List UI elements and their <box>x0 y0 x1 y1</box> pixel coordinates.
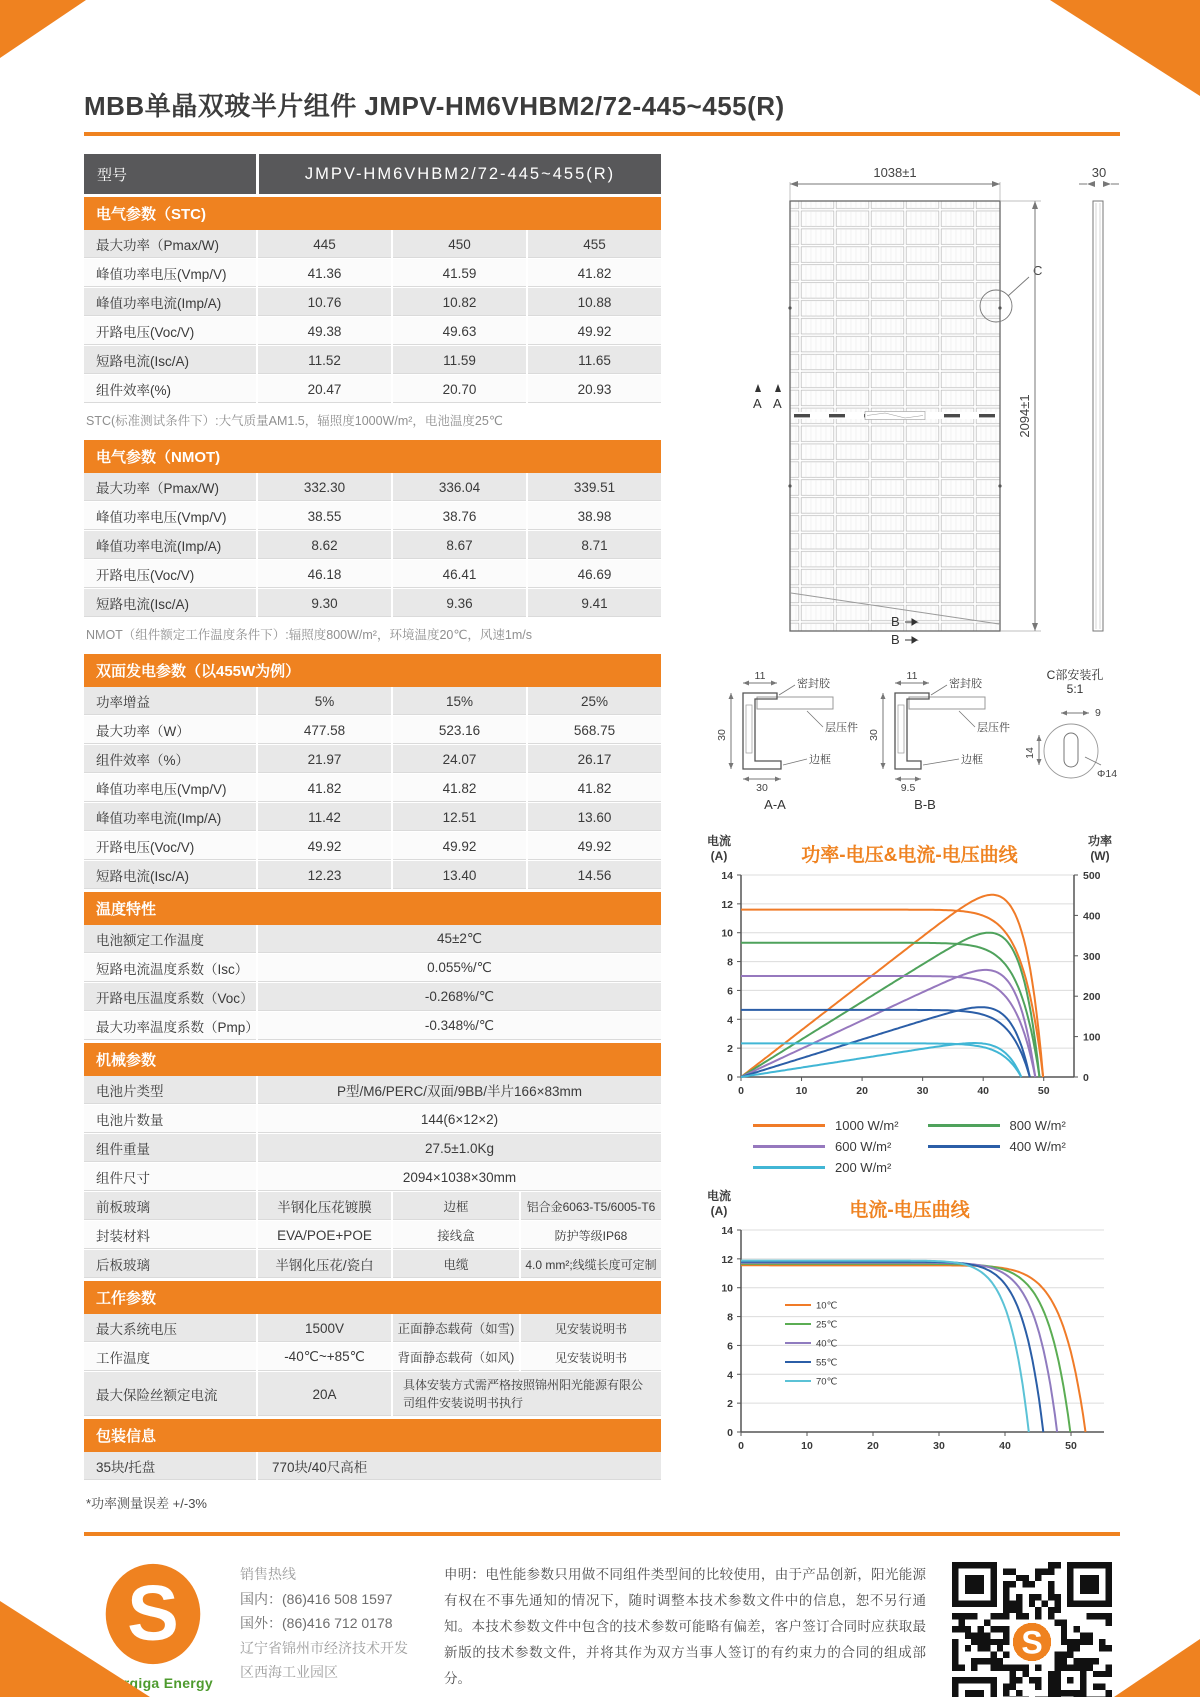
row-value: 背面静态载荷（如风) <box>391 1343 519 1371</box>
row-value: 4.0 mm²;线缆长度可定制 <box>519 1250 661 1278</box>
svg-text:55℃: 55℃ <box>816 1357 838 1369</box>
row-label: 最大系统电压 <box>96 1322 177 1337</box>
svg-text:0: 0 <box>738 1440 744 1452</box>
svg-text:11: 11 <box>906 670 918 682</box>
section-header: 机械参数 <box>84 1043 661 1076</box>
row-value: 半钢化压花镀膜 <box>256 1192 391 1220</box>
row-value: 8.62 <box>256 531 391 559</box>
row-value: 49.92 <box>256 832 391 860</box>
table-row <box>84 317 661 346</box>
row-value: 8.67 <box>391 531 526 559</box>
row-value: 450 <box>391 230 526 258</box>
legend-swatch <box>928 1124 1000 1127</box>
detail-scale: 5:1 <box>1066 682 1084 696</box>
section-header: 包装信息 <box>84 1419 661 1452</box>
row-label: 开路电压(Voc/V) <box>96 325 195 340</box>
row-label: 功率增益 <box>96 695 150 710</box>
row-label: 组件效率(%) <box>96 383 171 398</box>
row-value: 49.92 <box>391 832 526 860</box>
hotline-title: 销售热线 <box>240 1566 296 1582</box>
row-label: 工作温度 <box>96 1351 150 1366</box>
row-value: 0.055%/℃ <box>256 954 661 982</box>
chart-title: 功率-电压&电流-电压曲线 <box>801 845 1018 866</box>
row-value: -0.268%/℃ <box>256 983 661 1011</box>
model-row <box>84 154 661 194</box>
section-a-label: A <box>753 396 762 411</box>
detail-c-label: C <box>1033 263 1043 278</box>
row-value: 20A <box>256 1372 391 1416</box>
svg-text:30: 30 <box>916 1085 929 1097</box>
hole-diameter: Φ14 <box>1097 768 1118 780</box>
row-label: 短路电流(Isc/A) <box>96 597 189 612</box>
row-value: 接线盒 <box>391 1221 519 1249</box>
qr-code <box>952 1562 1120 1697</box>
svg-text:10: 10 <box>795 1085 808 1097</box>
row-value: 9.41 <box>526 589 661 617</box>
svg-text:0: 0 <box>727 1427 733 1439</box>
row-label: 最大功率温度系数（Pmp） <box>96 1020 259 1035</box>
svg-text:S: S <box>1021 1624 1043 1661</box>
row-value: 455 <box>526 230 661 258</box>
row-value: 见安装说明书 <box>519 1314 661 1342</box>
svg-text:9: 9 <box>1095 707 1101 719</box>
row-label: 开路电压(Voc/V) <box>96 568 195 583</box>
section-note: STC(标准测试条件下）:大气质量AM1.5，辐照度1000W/m²，电池温度25℃ <box>86 414 503 428</box>
width-dimension: 1038±1 <box>873 165 917 180</box>
section-b-b <box>868 670 1010 812</box>
chart-title: 电流-电压曲线 <box>849 1200 970 1221</box>
legend-swatch <box>753 1145 825 1148</box>
svg-text:0: 0 <box>738 1085 744 1097</box>
frame-label: 边框 <box>961 754 983 766</box>
row-label: 最大功率（Pmax/W) <box>96 481 219 496</box>
svg-text:200: 200 <box>1083 991 1101 1004</box>
corner-accent-top-right <box>1050 0 1200 96</box>
power-tolerance-footnote: *功率测量误差 +/-3% <box>86 1496 207 1511</box>
row-value: 38.76 <box>391 502 526 530</box>
height-dimension: 2094±1 <box>1017 394 1032 438</box>
laminate-label: 层压件 <box>825 722 858 734</box>
sealant-label: 密封胶 <box>797 678 830 690</box>
row-label: 峰值功率电压(Vmp/V) <box>96 782 227 797</box>
row-value: 25% <box>526 687 661 715</box>
row-value: 11.59 <box>391 346 526 374</box>
row-value: 电缆 <box>391 1250 519 1278</box>
row-value: 445 <box>256 230 391 258</box>
row-value: 10.82 <box>391 288 526 316</box>
row-value: -40℃~+85℃ <box>256 1343 391 1371</box>
row-value: 477.58 <box>256 716 391 744</box>
row-label: 35块/托盘 <box>96 1460 156 1475</box>
row-label: 峰值功率电流(Imp/A) <box>96 539 222 554</box>
svg-text:4: 4 <box>727 1369 733 1382</box>
row-value: 38.98 <box>526 502 661 530</box>
right-axis-label: 功率 (W) <box>1087 834 1112 863</box>
section-a2-label: A <box>773 396 782 411</box>
iv-temp-chart <box>695 1222 1124 1465</box>
detail-c-view <box>1024 667 1117 780</box>
svg-text:100: 100 <box>1083 1031 1101 1044</box>
row-label: 短路电流(Isc/A) <box>96 869 189 884</box>
left-axis-label: 电流 (A) <box>706 834 731 863</box>
section-note: NMOT（组件额定工作温度条件下）:辐照度800W/m²，环境温度20℃，风速1m/s <box>86 628 533 642</box>
thickness-dimension: 30 <box>1091 165 1107 180</box>
row-value: 正面静态载荷（如雪) <box>391 1314 519 1342</box>
legend-item: 600 W/m² <box>753 1139 920 1154</box>
corner-accent-bottom-right <box>1114 1639 1200 1697</box>
row-value: P型/M6/PERC/双面/9BB/半片166×83mm <box>256 1076 661 1104</box>
svg-text:70℃: 70℃ <box>816 1376 838 1388</box>
svg-text:500: 500 <box>1083 870 1101 882</box>
legend-item: 400 W/m² <box>928 1139 1095 1154</box>
row-value: 防护等级IP68 <box>519 1221 661 1249</box>
table-row <box>84 1372 661 1417</box>
footer <box>0 1536 1200 1697</box>
row-value: 46.18 <box>256 560 391 588</box>
row-value: 41.82 <box>256 774 391 802</box>
row-value: 332.30 <box>256 473 391 501</box>
phone-domestic: 国内：(86)416 508 1597 <box>240 1590 393 1607</box>
row-value: 770块/40尺高柜 <box>256 1452 661 1480</box>
section-a-a <box>716 670 858 812</box>
spec-tables <box>84 197 661 1481</box>
table-row <box>84 1134 661 1163</box>
table-row <box>84 230 661 259</box>
table-row <box>84 259 661 288</box>
table-row <box>84 1192 661 1221</box>
svg-text:50: 50 <box>1037 1085 1050 1097</box>
row-value: 336.04 <box>391 473 526 501</box>
row-value: 46.69 <box>526 560 661 588</box>
row-value: 49.92 <box>526 832 661 860</box>
table-row <box>84 502 661 531</box>
svg-text:30: 30 <box>716 729 728 741</box>
title-rule <box>84 132 1120 136</box>
frame-label: 边框 <box>809 754 831 766</box>
table-row <box>84 687 661 716</box>
row-value: 2094×1038×30mm <box>256 1163 661 1191</box>
row-value: 45±2℃ <box>256 925 661 953</box>
section-header: 电气参数（STC) <box>84 197 661 230</box>
svg-text:14: 14 <box>721 1225 733 1237</box>
svg-text:20: 20 <box>867 1440 879 1452</box>
row-value: 5% <box>256 687 391 715</box>
row-label: 开路电压温度系数（Voc） <box>96 991 254 1006</box>
table-row <box>84 716 661 745</box>
left-axis-label: 电流 (A) <box>706 1189 731 1218</box>
svg-text:300: 300 <box>1083 950 1101 963</box>
model-label: 型号 <box>84 154 256 194</box>
svg-text:30: 30 <box>756 782 768 794</box>
table-row <box>84 954 661 983</box>
svg-text:20: 20 <box>856 1085 868 1097</box>
section-b2-label: B <box>891 632 900 647</box>
model-value: JMPV-HM6VHBM2/72-445~455(R) <box>259 154 661 194</box>
figure-column <box>695 154 1124 1512</box>
svg-text:40: 40 <box>999 1440 1011 1452</box>
row-value: 41.59 <box>391 259 526 287</box>
module-drawing <box>695 156 1124 656</box>
svg-text:10℃: 10℃ <box>816 1300 838 1312</box>
row-value: 10.88 <box>526 288 661 316</box>
table-row <box>84 1012 661 1041</box>
row-label: 短路电流(Isc/A) <box>96 354 189 369</box>
spec-column <box>84 154 661 1512</box>
row-value: 20.93 <box>526 375 661 403</box>
svg-text:6: 6 <box>727 1340 733 1353</box>
table-row <box>84 1105 661 1134</box>
table-row <box>84 745 661 774</box>
row-label: 组件尺寸 <box>96 1171 150 1186</box>
table-row <box>84 473 661 502</box>
logo-text: Solargiga Energy <box>93 1675 213 1691</box>
svg-text:S: S <box>127 1570 179 1657</box>
svg-text:30: 30 <box>933 1440 945 1452</box>
section-a-a-caption: A-A <box>764 797 786 812</box>
table-row <box>84 1452 661 1481</box>
panel-side-view <box>1093 201 1103 631</box>
row-label: 峰值功率电流(Imp/A) <box>96 811 222 826</box>
svg-text:4: 4 <box>727 1014 733 1027</box>
table-row <box>84 589 661 618</box>
table-row <box>84 288 661 317</box>
row-value: 41.82 <box>391 774 526 802</box>
table-row <box>84 560 661 589</box>
svg-text:14: 14 <box>1024 747 1036 759</box>
legend-swatch <box>753 1166 825 1169</box>
row-label: 峰值功率电压(Vmp/V) <box>96 267 227 282</box>
table-row <box>84 925 661 954</box>
table-row <box>84 1076 661 1105</box>
svg-text:12: 12 <box>721 1253 733 1266</box>
row-value: 38.55 <box>256 502 391 530</box>
page-title: MBB单晶双玻半片组件 JMPV-HM6VHBM2/72-445~455(R) <box>84 91 785 121</box>
table-row <box>84 531 661 560</box>
legend-item: 200 W/m² <box>753 1160 920 1175</box>
table-row <box>84 803 661 832</box>
detail-title: C部安装孔 <box>1046 668 1104 682</box>
svg-text:10: 10 <box>801 1440 813 1452</box>
svg-text:8: 8 <box>727 1311 733 1324</box>
row-value: 14.56 <box>526 861 661 889</box>
row-value: 12.23 <box>256 861 391 889</box>
irradiance-legend <box>753 1118 1094 1175</box>
table-row <box>84 1250 661 1279</box>
svg-text:50: 50 <box>1065 1440 1077 1452</box>
row-value: 523.16 <box>391 716 526 744</box>
laminate-label: 层压件 <box>977 722 1010 734</box>
legend-item: 800 W/m² <box>928 1118 1095 1133</box>
row-value: 8.71 <box>526 531 661 559</box>
row-value: 见安装说明书 <box>519 1343 661 1371</box>
row-value: 41.82 <box>526 774 661 802</box>
svg-text:40℃: 40℃ <box>816 1338 838 1350</box>
section-header: 双面发电参数（以455W为例） <box>84 654 661 687</box>
section-b-b-caption: B-B <box>914 797 936 812</box>
row-label: 电池片数量 <box>96 1113 164 1128</box>
row-value: 49.38 <box>256 317 391 345</box>
row-value: 41.82 <box>526 259 661 287</box>
row-label: 峰值功率电流(Imp/A) <box>96 296 222 311</box>
table-row <box>84 983 661 1012</box>
svg-text:30: 30 <box>868 729 880 741</box>
contact-info <box>240 1562 418 1685</box>
row-label: 前板玻璃 <box>96 1200 150 1215</box>
section-header: 电气参数（NMOT) <box>84 440 661 473</box>
table-row <box>84 1221 661 1250</box>
row-value: 49.92 <box>526 317 661 345</box>
svg-text:400: 400 <box>1083 910 1101 923</box>
row-value: 20.70 <box>391 375 526 403</box>
table-row <box>84 1163 661 1192</box>
row-value: 11.65 <box>526 346 661 374</box>
svg-text:2: 2 <box>727 1398 733 1411</box>
svg-text:25℃: 25℃ <box>816 1319 838 1331</box>
section-header: 温度特性 <box>84 892 661 925</box>
pv-iv-chart <box>695 867 1124 1110</box>
row-label: 组件效率（%） <box>96 753 190 768</box>
row-value: 46.41 <box>391 560 526 588</box>
row-value: 20.47 <box>256 375 391 403</box>
row-value: 27.5±1.0Kg <box>256 1134 661 1162</box>
row-label: 短路电流温度系数（Isc） <box>96 962 249 977</box>
legend-swatch <box>753 1124 825 1127</box>
row-value: 21.97 <box>256 745 391 773</box>
table-row <box>84 1343 661 1372</box>
svg-text:14: 14 <box>721 870 733 882</box>
row-value: 13.60 <box>526 803 661 831</box>
row-value: 11.42 <box>256 803 391 831</box>
table-row <box>84 774 661 803</box>
table-row <box>84 375 661 404</box>
row-value: 49.63 <box>391 317 526 345</box>
row-label: 最大保险丝额定电流 <box>96 1388 218 1403</box>
row-label: 电池片类型 <box>96 1084 164 1099</box>
row-label: 开路电压(Voc/V) <box>96 840 195 855</box>
row-value: 11.52 <box>256 346 391 374</box>
row-value: 26.17 <box>526 745 661 773</box>
svg-text:6: 6 <box>727 985 733 998</box>
svg-text:0: 0 <box>727 1072 733 1084</box>
svg-text:0: 0 <box>1083 1072 1089 1084</box>
svg-text:40: 40 <box>977 1085 990 1097</box>
row-value: 15% <box>391 687 526 715</box>
phone-international: 国外：(86)416 712 0178 <box>240 1615 393 1631</box>
table-row <box>84 861 661 890</box>
svg-text:10: 10 <box>721 1282 733 1295</box>
svg-text:11: 11 <box>754 670 766 682</box>
legend-swatch <box>928 1145 1000 1148</box>
row-value: 半钢化压花/瓷白 <box>256 1250 391 1278</box>
table-row <box>84 346 661 375</box>
row-value: 10.76 <box>256 288 391 316</box>
row-label: 峰值功率电压(Vmp/V) <box>96 510 227 525</box>
svg-text:10: 10 <box>721 927 733 940</box>
row-value: 144(6×12×2) <box>256 1105 661 1133</box>
row-label: 组件重量 <box>96 1142 150 1157</box>
row-value: 24.07 <box>391 745 526 773</box>
svg-text:9.5: 9.5 <box>900 782 916 794</box>
section-header: 工作参数 <box>84 1281 661 1314</box>
row-value: 铝合金6063-T5/6005-T6 <box>519 1192 661 1220</box>
svg-text:8: 8 <box>727 956 733 969</box>
row-label: 最大功率（Pmax/W) <box>96 238 219 253</box>
row-value: 边框 <box>391 1192 519 1220</box>
panel-front-view <box>788 201 1001 631</box>
svg-text:2: 2 <box>727 1043 733 1056</box>
cross-sections <box>695 665 1124 815</box>
table-row <box>84 1314 661 1343</box>
row-value: 41.36 <box>256 259 391 287</box>
row-label: 封装材料 <box>96 1229 150 1244</box>
row-value: 9.30 <box>256 589 391 617</box>
row-value: 9.36 <box>391 589 526 617</box>
company-address: 辽宁省锦州市经济技术开发区西海工业园区 <box>240 1639 408 1680</box>
row-label: 后板玻璃 <box>96 1258 150 1273</box>
legend-item: 1000 W/m² <box>753 1118 920 1133</box>
section-b-label: B <box>891 614 900 629</box>
row-label: 最大功率（W） <box>96 724 190 739</box>
row-value: EVA/POE+POE <box>256 1221 391 1249</box>
row-value: -0.348%/℃ <box>256 1012 661 1040</box>
row-value: 13.40 <box>391 861 526 889</box>
pv-iv-chart-block <box>695 834 1124 1175</box>
row-value: 具体安装方式需严格按照锦州阳光能源有限公司组件安装说明书执行 <box>391 1372 661 1416</box>
declaration-text: 申明：电性能参数只用做不同组件类型间的比较使用，由于产品创新，阳光能源有权在不事先通知的情况下，随时调整本技术参数文件中的信息，恕不另行通知。本技术参数文件中包含的技术参数可能略有偏差，客户签订合同时应获取最新版的技术参数文件，并将其作为双方当事人签订的有约束力的合同的组成部分。 <box>444 1567 926 1686</box>
iv-temp-chart-block <box>695 1189 1124 1465</box>
row-label: 电池额定工作温度 <box>96 933 204 948</box>
row-value: 339.51 <box>526 473 661 501</box>
table-row <box>84 832 661 861</box>
row-value: 1500V <box>256 1314 391 1342</box>
corner-accent-bottom-left <box>0 1601 150 1697</box>
corner-accent-top-left <box>0 0 86 58</box>
svg-text:12: 12 <box>721 898 733 911</box>
row-value: 12.51 <box>391 803 526 831</box>
sealant-label: 密封胶 <box>949 678 982 690</box>
row-value: 568.75 <box>526 716 661 744</box>
